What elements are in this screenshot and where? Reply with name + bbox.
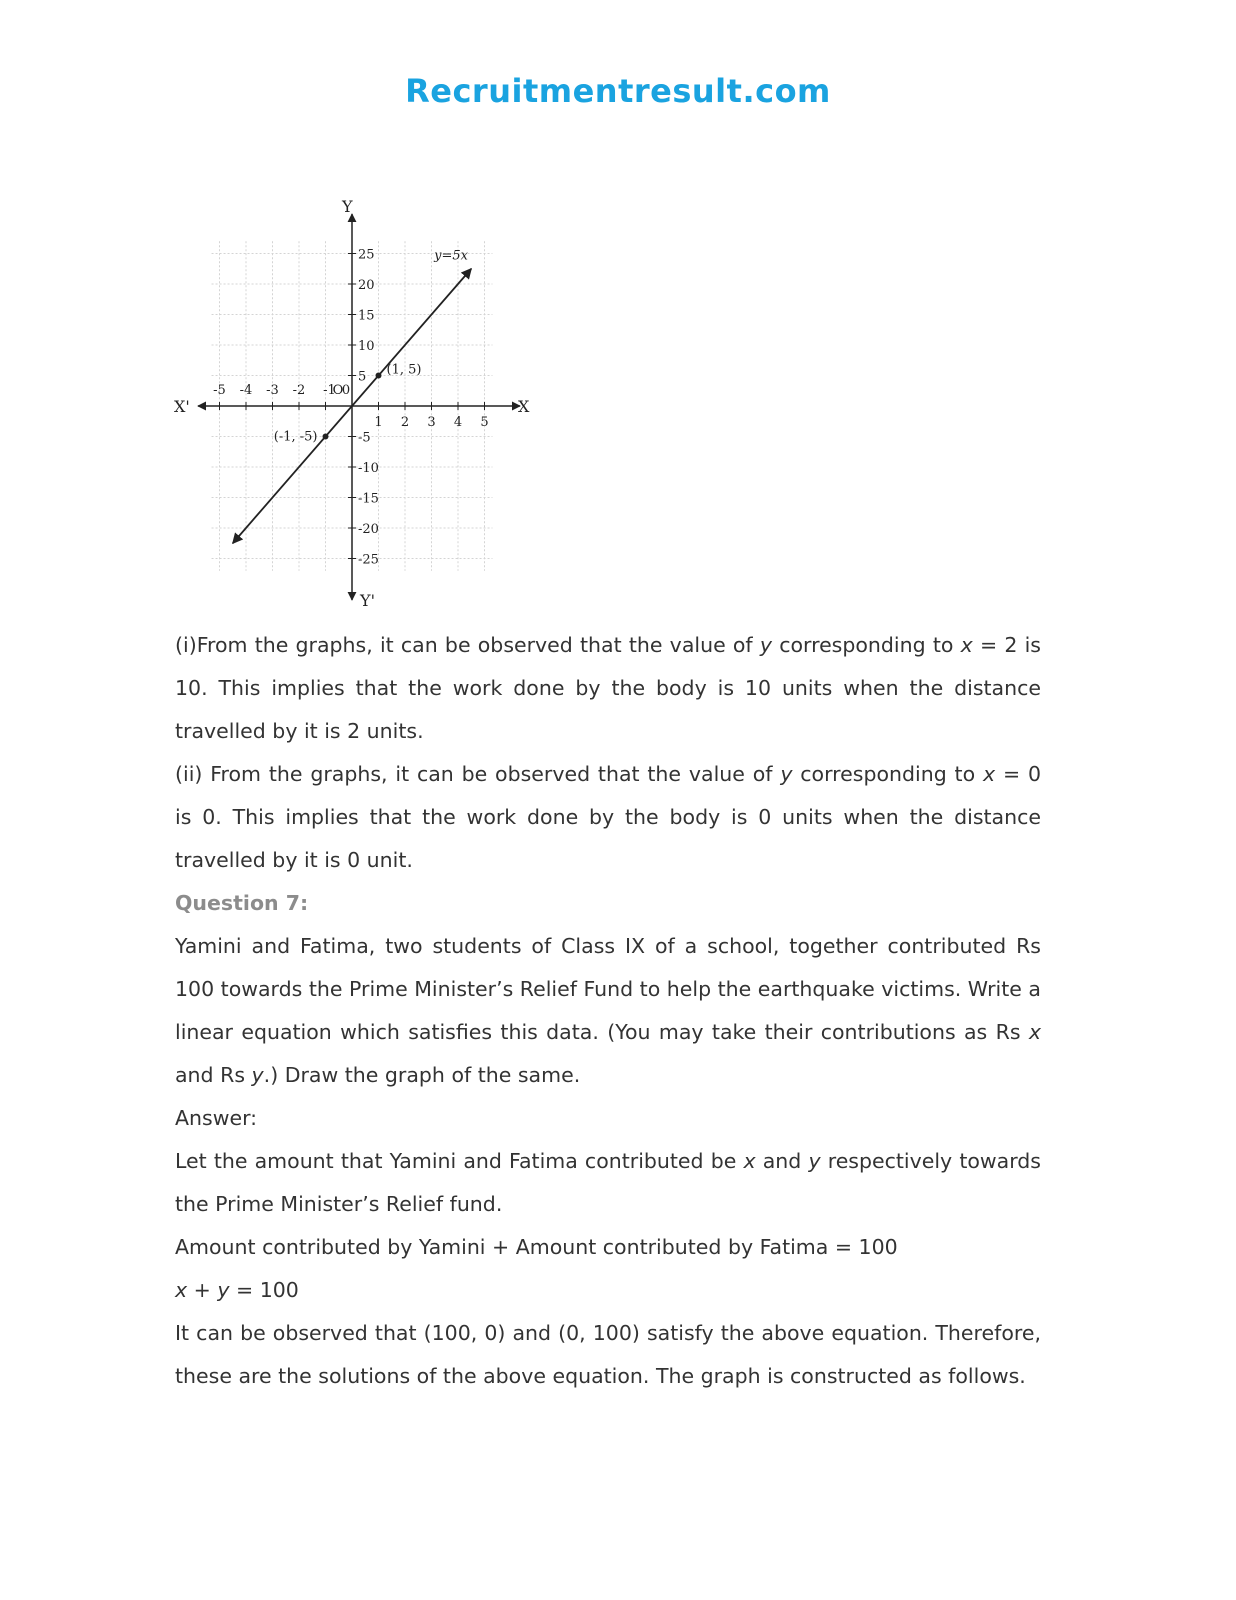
question-text: Yamini and Fatima, two students of Class IX of a school, together contributed Rs 100 towards the Prime Minister’s Relief Fund to help the earthquake victims. Write a linear equation which satisfies this data. (You may take their contributions as Rs x and Rs y.) Draw the graph of the same. (175, 934, 1041, 1087)
y-tick-label: 10 (358, 339, 375, 354)
y-axis-negative-label: Y' (360, 591, 375, 610)
site-header-title: Recruitmentresult.com (405, 72, 831, 110)
x-tick-label: 5 (480, 415, 489, 430)
y-tick-label: -25 (358, 552, 379, 568)
point-label: (1, 5) (386, 362, 422, 378)
question-heading: Question 7: (175, 891, 309, 915)
answer-paragraph-3: It can be observed that (100, 0) and (0, 100) satisfy the above equation. Therefore, these are the solutions of the above equation. The graph is constructed as follows. (175, 1321, 1041, 1388)
origin-label: O (332, 383, 344, 398)
x-tick-label: -1 (323, 383, 336, 398)
point-1-5 (376, 373, 382, 379)
equation-line: x + y = 100 (175, 1278, 299, 1302)
y-tick-label: 25 (358, 247, 375, 263)
x-axis-label: X (518, 397, 530, 416)
answer-paragraph-1: Let the amount that Yamini and Fatima contributed be x and y respectively towards the Prime Minister’s Relief fund. (175, 1149, 1041, 1216)
answer-paragraph-2: Amount contributed by Yamini + Amount contributed by Fatima = 100 (175, 1235, 898, 1259)
point-neg1-neg5 (323, 434, 329, 440)
y-tick-label: -20 (358, 522, 379, 537)
x-axis-negative-label: X' (174, 397, 190, 416)
y-tick-label: -10 (358, 461, 379, 476)
line-graph (172, 196, 544, 616)
x-tick-label: -5 (213, 383, 226, 398)
point-label: (-1, -5) (273, 429, 318, 445)
y-axis-label: Y (342, 197, 353, 216)
line-graph-svg (172, 196, 544, 616)
y-tick-label: -15 (358, 491, 379, 507)
line-label: y=5x (434, 248, 468, 264)
document-body (175, 624, 1041, 1398)
answer-label: Answer: (175, 1106, 258, 1130)
y-tick-label: 20 (358, 278, 375, 293)
x-tick-label: 1 (374, 415, 383, 430)
x-tick-label: -4 (239, 383, 253, 398)
x-tick-label: 0 (341, 383, 351, 398)
y-tick-label: -5 (358, 430, 371, 446)
x-tick-label: 4 (453, 415, 463, 430)
x-tick-label: 2 (400, 415, 410, 430)
y-tick-label: 15 (358, 308, 375, 324)
paragraph-part-ii: (ii) From the graphs, it can be observed that the value of y corresponding to x = 0 is 0. This implies that the work done by the body is 0 units when the distance travelled by it is 0 unit. (175, 762, 1042, 872)
x-tick-label: -3 (266, 383, 279, 398)
y-tick-label: 5 (358, 369, 367, 385)
paragraph-part-i: (i)From the graphs, it can be observed that the value of y corresponding to x = 2 is 10. This implies that the work done by the body is 10 units when the distance travelled by it is 2 units. (175, 633, 1041, 743)
x-tick-label: -2 (292, 383, 306, 398)
x-tick-label: 3 (427, 415, 436, 430)
